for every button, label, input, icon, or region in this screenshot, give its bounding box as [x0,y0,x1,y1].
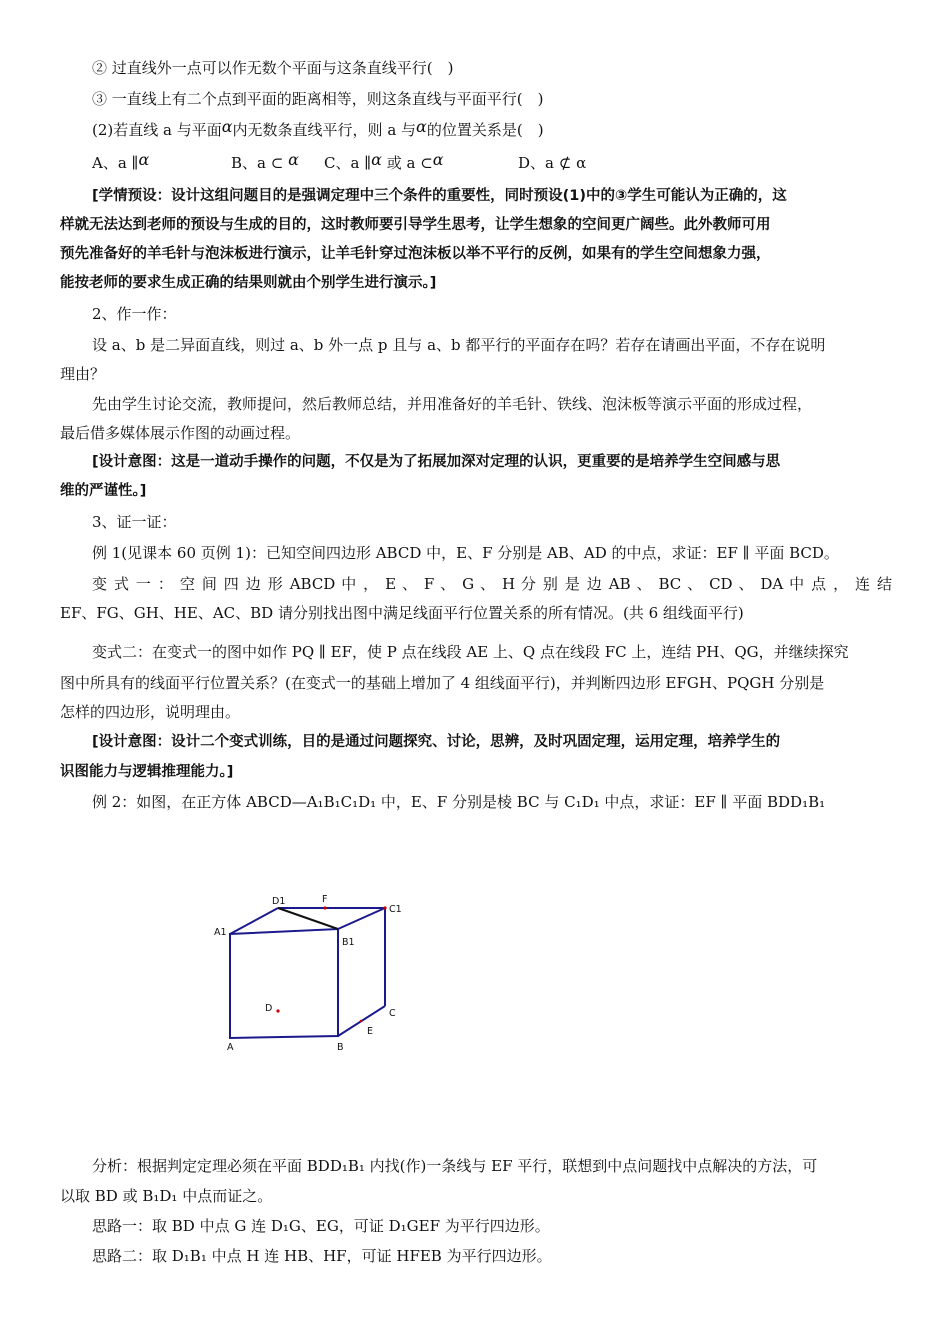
alpha-symbol: α [221,120,233,136]
design-intent-2: 识图能力与逻辑推理能力。] [60,764,234,780]
design-note-2: 样就无法达到老师的预设与生成的目的，这时教师要引导学生思考，让学生想象的空间更广阔些。此外教师可用 [60,217,771,233]
variant-2: 怎样的四边形，说明理由。 [60,703,241,721]
label-b: B [337,1042,344,1053]
choice-d: D、a ⊄ α [518,154,587,172]
label-f: F [322,894,328,905]
analysis: 分析：根据判定定理必须在平面 BDD₁B₁ 内找(作)一条线与 EF 平行，联想到中点问题找中点解决的方法，可 [92,1157,818,1175]
paragraph: 最后借多媒体展示作图的动画过程。 [60,424,301,442]
question-2: (2)若直线 a 与平面α内无数条直线平行，则 a 与α的位置关系是( ) [92,120,892,140]
variant-2: 变式二：在变式一的图中如作 PQ ∥ EF，使 P 点在线段 AE 上、Q 点在线段 FC 上，连结 PH、QG，并继续探究 [92,643,849,661]
variant-1: 变 式 一 ： 空 间 四 边 形 ABCD 中 ， E 、 F 、 G 、 H 分 别 是 边 AB 、 BC 、 CD 、 DA 中 点 ， 连 结 [92,575,892,593]
label-a1: A1 [214,927,227,938]
question-item-2: ② 过直线外一点可以作无数个平面与这条直线平行( ) [92,59,454,77]
edge-b1-c1 [338,908,385,929]
section-heading-3: 3、证一证： [92,513,177,531]
label-d: D [265,1003,273,1014]
choice-c: C、a ∥α 或 a ⊂α [324,150,444,172]
label-c: C [389,1008,396,1019]
label-b1: B1 [342,937,355,948]
design-intent-2: [设计意图：设计二个变式训练，目的是通过问题探究、讨论，思辨，及时巩固定理，运用定理，培养学生的 [92,734,781,750]
point-e [360,1020,363,1023]
variant-1: EF、FG、GH、HE、AC、BD 请分别找出图中满足线面平行位置关系的所有情况。(共 6 组线面平行) [60,604,744,622]
cube-edges [230,908,385,1038]
choice-a: A、a ∥α [92,150,150,172]
question-item-3: ③ 一直线上有二个点到平面的距离相等，则这条直线与平面平行( ) [92,90,544,108]
alpha-symbol: α [416,120,427,136]
label-e: E [367,1026,374,1037]
cube-figure [200,888,430,1058]
front-face [230,929,338,1038]
choice-b: B、a ⊂ α [231,150,299,172]
example-2: 例 2：如图，在正方体 ABCD—A₁B₁C₁D₁ 中，E、F 分别是棱 BC 与 C₁D₁ 中点，求证：EF ∥ 平面 BDD₁B₁ [92,793,826,811]
paragraph: 设 a、b 是二异面直线，则过 a、b 外一点 p 且与 a、b 都平行的平面存在吗？若存在请画出平面，不存在说明 [92,336,826,354]
design-intent-1: 维的严谨性。] [60,483,147,499]
point-f [323,906,326,909]
design-intent-1: [设计意图：这是一道动手操作的问题，不仅是为了拓展加深对定理的认识，更重要的是培养学生空间感与思 [92,454,781,470]
variant-2: 图中所具有的线面平行位置关系？(在变式一的基础上增加了 4 组线面平行)，并判断四边形 EFGH、PQGH 分别是 [60,674,825,692]
design-note-3: 预先准备好的羊毛针与泡沫板进行演示，让羊毛针穿过泡沫板以举不平行的反例，如果有的学生空间想象力强， [60,246,771,262]
edge-a1-d1 [230,908,278,934]
paragraph: 先由学生讨论交流，教师提问，然后教师总结，并用准备好的羊毛针、铁线、泡沫板等演示平面的形成过程， [92,395,813,413]
point-c1 [383,906,386,909]
approach-2: 思路二：取 D₁B₁ 中点 H 连 HB、HF，可证 HFEB 为平行四边形。 [92,1247,552,1265]
design-note-4: 能按老师的要求生成正确的结果则就由个别学生进行演示。] [60,275,437,291]
analysis: 以取 BD 或 B₁D₁ 中点而证之。 [60,1187,273,1205]
design-note-1: [学情预设：设计这组问题目的是强调定理中三个条件的重要性，同时预设(1)中的③学生可能认为正确的，这 [92,188,787,204]
approach-1: 思路一：取 BD 中点 G 连 D₁G、EG，可证 D₁GEF 为平行四边形。 [92,1217,550,1235]
label-a: A [227,1042,234,1053]
label-c1: C1 [389,904,402,915]
point-d [276,1009,279,1012]
example-1: 例 1(见课本 60 页例 1)：已知空间四边形 ABCD 中，E、F 分别是 AB、AD 的中点，求证：EF ∥ 平面 BCD。 [92,544,839,562]
paragraph: 理由？ [60,365,106,383]
section-heading-2: 2、作一作： [92,305,177,323]
segment-d1-b1 [278,908,338,929]
label-d1: D1 [272,896,286,907]
